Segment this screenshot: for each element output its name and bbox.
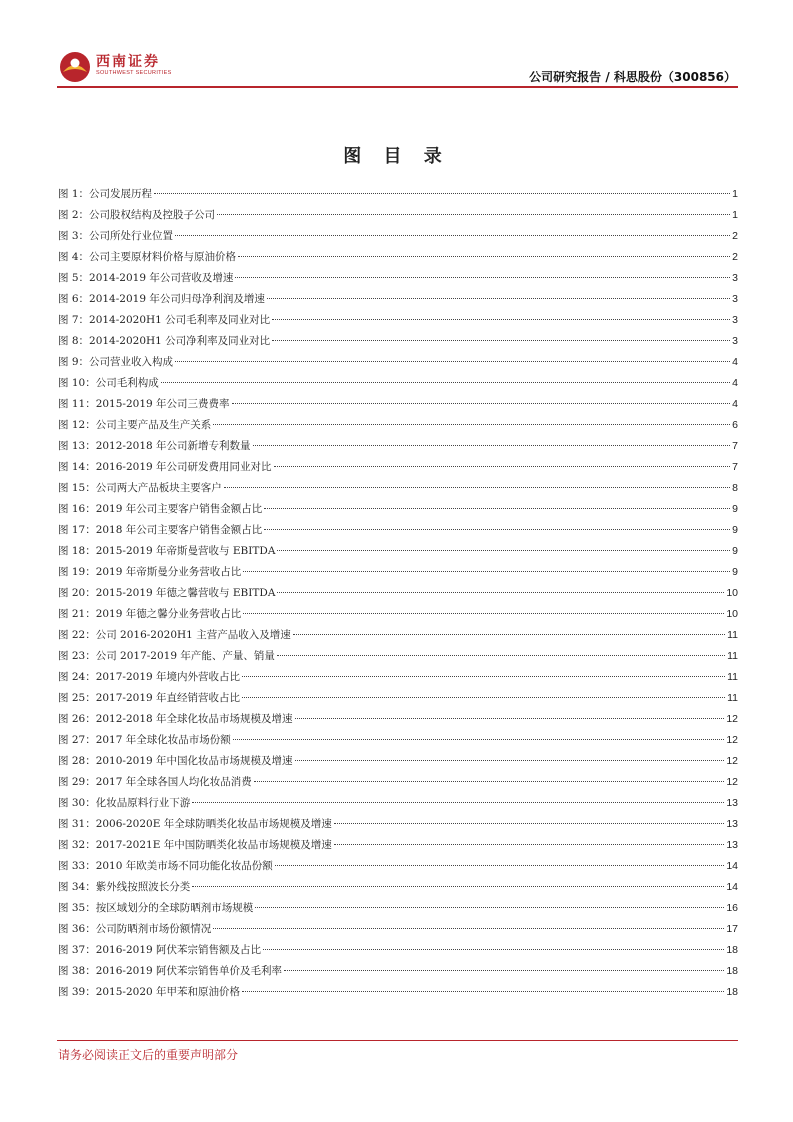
toc-entry-label: 图 25：2017-2019 年直经销营收占比 [58, 692, 241, 704]
toc-entry-label: 图 13：2012-2018 年公司新增专利数量 [58, 440, 251, 452]
toc-entry[interactable] [58, 921, 738, 942]
toc-entry[interactable] [58, 417, 738, 438]
toc-leader-dots [192, 802, 724, 803]
toc-leader-dots [243, 571, 730, 572]
toc-entry-label: 图 14：2016-2019 年公司研发费用同业对比 [58, 461, 272, 473]
toc-entry-page: 1 [732, 209, 738, 221]
toc-entry-page: 13 [726, 797, 738, 809]
figure-list [58, 186, 738, 1005]
toc-leader-dots [264, 508, 730, 509]
toc-leader-dots [267, 298, 730, 299]
toc-entry-page: 7 [732, 461, 738, 473]
toc-leader-dots [235, 277, 730, 278]
toc-entry-page: 4 [732, 356, 738, 368]
toc-leader-dots [274, 466, 731, 467]
toc-entry[interactable] [58, 186, 738, 207]
toc-leader-dots [224, 487, 730, 488]
toc-entry[interactable] [58, 564, 738, 585]
toc-entry[interactable] [58, 585, 738, 606]
toc-entry-page: 4 [732, 377, 738, 389]
toc-entry[interactable] [58, 732, 738, 753]
toc-entry-page: 11 [727, 692, 738, 704]
toc-entry-page: 8 [732, 482, 738, 494]
toc-entry-page: 10 [726, 608, 738, 620]
toc-leader-dots [192, 886, 724, 887]
toc-entry-page: 6 [732, 419, 738, 431]
toc-entry-page: 12 [726, 734, 738, 746]
toc-leader-dots [264, 529, 730, 530]
toc-entry[interactable] [58, 816, 738, 837]
toc-entry[interactable] [58, 753, 738, 774]
toc-entry-label: 图 28：2010-2019 年中国化妆品市场规模及增速 [58, 755, 293, 767]
toc-entry-page: 9 [732, 545, 738, 557]
toc-leader-dots [232, 403, 731, 404]
toc-entry[interactable] [58, 900, 738, 921]
toc-leader-dots [334, 844, 725, 845]
toc-entry-page: 9 [732, 524, 738, 536]
toc-leader-dots [284, 970, 724, 971]
logo-text-cn: 西南证券 [96, 54, 160, 70]
toc-entry-page: 3 [732, 272, 738, 284]
toc-leader-dots [254, 781, 725, 782]
toc-entry[interactable] [58, 396, 738, 417]
toc-entry[interactable] [58, 837, 738, 858]
toc-entry[interactable] [58, 879, 738, 900]
toc-entry-page: 18 [726, 965, 738, 977]
toc-entry[interactable] [58, 627, 738, 648]
toc-entry[interactable] [58, 375, 738, 396]
toc-leader-dots [277, 592, 724, 593]
toc-entry-label: 图 7：2014-2020H1 公司毛利率及同业对比 [58, 314, 271, 326]
toc-entry-label: 图 10：公司毛利构成 [58, 377, 159, 389]
toc-leader-dots [263, 949, 724, 950]
toc-entry-page: 2 [732, 251, 738, 263]
toc-entry-page: 7 [732, 440, 738, 452]
toc-entry-label: 图 19：2019 年帝斯曼分业务营收占比 [58, 566, 242, 578]
toc-entry-label: 图 1：公司发展历程 [58, 188, 153, 200]
report-header-title: 公司研究报告 / 科思股份（300856） [529, 70, 736, 84]
toc-entry-label: 图 3：公司所处行业位置 [58, 230, 174, 242]
toc-entry-label: 图 38：2016-2019 阿伏苯宗销售单价及毛利率 [58, 965, 283, 977]
toc-entry-label: 图 29：2017 年全球各国人均化妆品消费 [58, 776, 252, 788]
toc-entry-page: 3 [732, 314, 738, 326]
toc-entry[interactable] [58, 249, 738, 270]
toc-entry-page: 11 [727, 650, 738, 662]
toc-entry[interactable] [58, 984, 738, 1005]
toc-entry-page: 4 [732, 398, 738, 410]
toc-entry-label: 图 27：2017 年全球化妆品市场份额 [58, 734, 231, 746]
toc-entry-label: 图 36：公司防晒剂市场份额情况 [58, 923, 212, 935]
toc-leader-dots [242, 991, 724, 992]
toc-entry-label: 图 20：2015-2019 年德之馨营收与 EBITDA [58, 587, 276, 599]
toc-entry-label: 图 33：2010 年欧美市场不同功能化妆品份额 [58, 860, 273, 872]
toc-entry-page: 1 [732, 188, 738, 200]
toc-entry-page: 3 [732, 293, 738, 305]
toc-entry-label: 图 35：按区域划分的全球防晒剂市场规模 [58, 902, 254, 914]
toc-entry[interactable] [58, 333, 738, 354]
toc-leader-dots [295, 718, 725, 719]
toc-entry[interactable] [58, 774, 738, 795]
toc-entry[interactable] [58, 291, 738, 312]
toc-leader-dots [213, 928, 724, 929]
footer-divider [57, 1040, 738, 1041]
toc-entry[interactable] [58, 963, 738, 984]
toc-leader-dots [175, 361, 730, 362]
toc-entry-label: 图 37：2016-2019 阿伏苯宗销售额及占比 [58, 944, 262, 956]
toc-entry[interactable] [58, 858, 738, 879]
toc-leader-dots [154, 193, 730, 194]
toc-entry-label: 图 2：公司股权结构及控股子公司 [58, 209, 216, 221]
toc-entry-page: 14 [726, 860, 738, 872]
toc-entry[interactable] [58, 711, 738, 732]
toc-leader-dots [272, 340, 730, 341]
toc-entry-label: 图 9：公司营业收入构成 [58, 356, 174, 368]
toc-leader-dots [277, 655, 725, 656]
toc-entry-label: 图 15：公司两大产品板块主要客户 [58, 482, 222, 494]
toc-entry-page: 2 [732, 230, 738, 242]
toc-entry[interactable] [58, 795, 738, 816]
toc-entry-label: 图 11：2015-2019 年公司三费费率 [58, 398, 230, 410]
toc-entry-label: 图 21：2019 年德之馨分业务营收占比 [58, 608, 242, 620]
toc-entry-page: 11 [727, 629, 738, 641]
toc-entry[interactable] [58, 207, 738, 228]
logo-text-en: SOUTHWEST SECURITIES [96, 70, 172, 76]
toc-entry-page: 14 [726, 881, 738, 893]
toc-leader-dots [213, 424, 730, 425]
logo-mark-icon [58, 50, 92, 84]
toc-entry-page: 11 [727, 671, 738, 683]
toc-entry-page: 12 [726, 713, 738, 725]
toc-leader-dots [295, 760, 725, 761]
toc-entry-page: 9 [732, 566, 738, 578]
toc-entry[interactable] [58, 690, 738, 711]
toc-leader-dots [255, 907, 724, 908]
toc-entry-page: 3 [732, 335, 738, 347]
toc-entry-page: 17 [726, 923, 738, 935]
header-divider [57, 86, 738, 88]
toc-entry-page: 13 [726, 818, 738, 830]
toc-entry-label: 图 32：2017-2021E 年中国防晒类化妆品市场规模及增速 [58, 839, 332, 851]
toc-entry-page: 18 [726, 944, 738, 956]
toc-entry-label: 图 39：2015-2020 年甲苯和原油价格 [58, 986, 241, 998]
toc-entry-label: 图 24：2017-2019 年境内外营收占比 [58, 671, 241, 683]
toc-entry-page: 16 [726, 902, 738, 914]
toc-entry-label: 图 6：2014-2019 年公司归母净利润及增速 [58, 293, 265, 305]
company-logo [58, 50, 178, 84]
toc-entry[interactable] [58, 522, 738, 543]
toc-entry[interactable] [58, 459, 738, 480]
toc-entry-label: 图 16：2019 年公司主要客户销售金额占比 [58, 503, 263, 515]
toc-entry[interactable] [58, 480, 738, 501]
toc-entry-label: 图 23：公司 2017-2019 年产能、产量、销量 [58, 650, 275, 662]
toc-entry-label: 图 18：2015-2019 年帝斯曼营收与 EBITDA [58, 545, 276, 557]
toc-entry-page: 12 [726, 755, 738, 767]
toc-entry-label: 图 12：公司主要产品及生产关系 [58, 419, 212, 431]
toc-entry-page: 10 [726, 587, 738, 599]
toc-entry[interactable] [58, 543, 738, 564]
toc-entry[interactable] [58, 312, 738, 333]
toc-entry-label: 图 34：紫外线按照波长分类 [58, 881, 191, 893]
toc-entry[interactable] [58, 354, 738, 375]
toc-leader-dots [253, 445, 731, 446]
toc-entry-page: 12 [726, 776, 738, 788]
toc-entry[interactable] [58, 438, 738, 459]
toc-entry[interactable] [58, 270, 738, 291]
toc-leader-dots [272, 319, 730, 320]
toc-leader-dots [243, 613, 724, 614]
toc-entry-page: 9 [732, 503, 738, 515]
toc-entry-label: 图 31：2006-2020E 年全球防晒类化妆品市场规模及增速 [58, 818, 332, 830]
toc-leader-dots [242, 676, 725, 677]
toc-entry[interactable] [58, 501, 738, 522]
toc-entry[interactable] [58, 648, 738, 669]
toc-entry-label: 图 8：2014-2020H1 公司净利率及同业对比 [58, 335, 271, 347]
toc-entry-label: 图 4：公司主要原材料价格与原油价格 [58, 251, 237, 263]
footer-disclaimer: 请务必阅读正文后的重要声明部分 [58, 1048, 239, 1062]
toc-entry-label: 图 26：2012-2018 年全球化妆品市场规模及增速 [58, 713, 293, 725]
toc-entry-page: 13 [726, 839, 738, 851]
toc-leader-dots [277, 550, 730, 551]
toc-entry-label: 图 17：2018 年公司主要客户销售金额占比 [58, 524, 263, 536]
toc-entry-label: 图 22：公司 2016-2020H1 主营产品收入及增速 [58, 629, 291, 641]
toc-leader-dots [161, 382, 730, 383]
toc-leader-dots [242, 697, 725, 698]
page-title: 图 目 录 [343, 146, 450, 167]
toc-leader-dots [175, 235, 730, 236]
toc-entry-label: 图 30：化妆品原料行业下游 [58, 797, 191, 809]
toc-entry[interactable] [58, 606, 738, 627]
toc-entry[interactable] [58, 669, 738, 690]
toc-leader-dots [233, 739, 725, 740]
toc-leader-dots [275, 865, 725, 866]
toc-entry-page: 18 [726, 986, 738, 998]
toc-entry[interactable] [58, 228, 738, 249]
toc-leader-dots [334, 823, 725, 824]
toc-leader-dots [217, 214, 730, 215]
toc-entry-label: 图 5：2014-2019 年公司营收及增速 [58, 272, 234, 284]
toc-leader-dots [238, 256, 730, 257]
toc-entry[interactable] [58, 942, 738, 963]
toc-leader-dots [293, 634, 725, 635]
